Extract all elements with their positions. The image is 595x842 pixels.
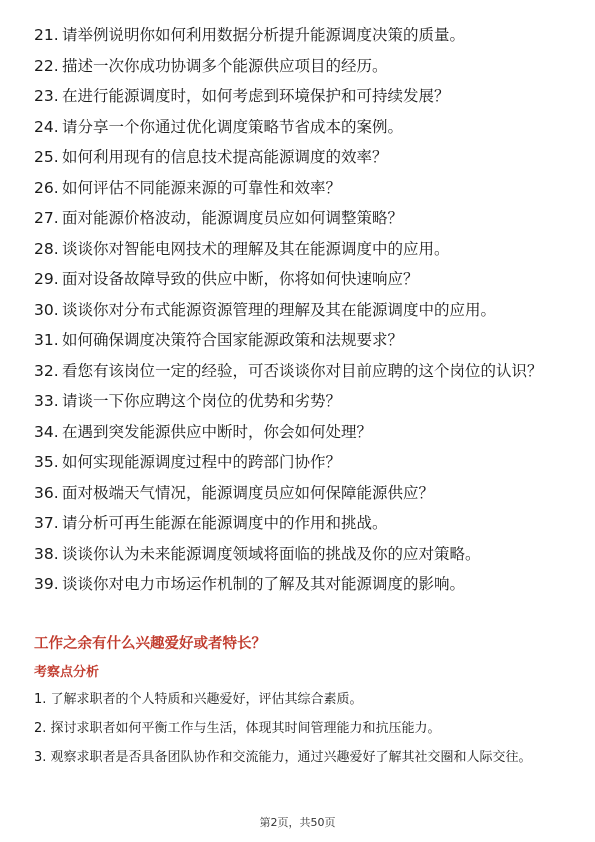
question-number: 24. <box>34 117 59 136</box>
question-text: 面对设备故障导致的供应中断，你将如何快速响应？ <box>62 270 419 288</box>
question-text: 谈谈你对分布式能源资源管理的理解及其在能源调度中的应用。 <box>62 300 497 319</box>
question-text: 如何利用现有的信息技术提高能源调度的效率？ <box>62 148 388 166</box>
question-item <box>34 512 564 534</box>
question-number: 29. <box>34 270 59 288</box>
question-text: 看您有该岗位一定的经验，可否谈谈你对目前应聘的这个岗位的认识？ <box>62 361 543 380</box>
section-title: 工作之余有什么兴趣爱好或者特长？ <box>34 636 266 652</box>
analysis-point: 2. 探讨求职者如何平衡工作与生活，体现其时间管理能力和抗压能力。 <box>34 721 441 736</box>
interest-question-section <box>34 634 564 775</box>
question-number: 25. <box>34 148 59 166</box>
question-number: 39. <box>34 575 59 593</box>
analysis-point: 3. 观察求职者是否具备团队协作和交流能力，通过兴趣爱好了解其社交圈和人际交往。 <box>34 750 532 765</box>
question-text: 描述一次你成功协调多个能源供应项目的经历。 <box>62 56 388 75</box>
question-text: 在遇到突发能源供应中断时，你会如何处理？ <box>62 422 373 441</box>
question-text: 面对能源价格波动，能源调度员应如何调整策略？ <box>62 209 404 227</box>
question-number: 26. <box>34 178 59 197</box>
question-text: 谈谈你对电力市场运作机制的了解及其对能源调度的影响。 <box>62 575 466 593</box>
question-number: 34. <box>34 422 59 441</box>
question-item <box>34 238 564 260</box>
question-item <box>34 24 564 46</box>
question-item <box>34 116 564 138</box>
question-number: 35. <box>34 453 59 471</box>
page-number: 第2页，共50页 <box>259 816 336 829</box>
analysis-list <box>34 688 564 770</box>
question-number: 21. <box>34 26 59 44</box>
question-text: 如何实现能源调度过程中的跨部门协作？ <box>62 453 342 471</box>
question-item <box>34 177 564 199</box>
question-text: 在进行能源调度时，如何考虑到环境保护和可持续发展？ <box>62 87 450 105</box>
question-text: 面对极端天气情况，能源调度员应如何保障能源供应？ <box>62 483 435 502</box>
question-text: 谈谈你对智能电网技术的理解及其在能源调度中的应用。 <box>62 239 450 258</box>
question-text: 请谈一下你应聘这个岗位的优势和劣势？ <box>62 392 342 410</box>
question-text: 如何确保调度决策符合国家能源政策和法规要求？ <box>62 331 404 349</box>
question-item <box>34 482 564 504</box>
question-text: 请分析可再生能源在能源调度中的作用和挑战。 <box>62 514 388 532</box>
analysis-point: 1. 了解求职者的个人特质和兴趣爱好，评估其综合素质。 <box>34 692 363 707</box>
question-item <box>34 360 564 382</box>
question-number: 33. <box>34 392 59 410</box>
question-item <box>34 146 564 168</box>
question-item <box>34 299 564 321</box>
question-text: 请举例说明你如何利用数据分析提升能源调度决策的质量。 <box>62 26 466 44</box>
question-number: 37. <box>34 514 59 532</box>
question-item <box>34 451 564 473</box>
page-footer <box>0 814 595 830</box>
question-number: 27. <box>34 209 59 227</box>
question-number: 38. <box>34 544 59 563</box>
question-item <box>34 207 564 229</box>
question-number: 28. <box>34 239 59 258</box>
question-text: 谈谈你认为未来能源调度领域将面临的挑战及你的应对策略。 <box>62 544 481 563</box>
question-text: 请分享一个你通过优化调度策略节省成本的案例。 <box>62 117 404 136</box>
question-number: 23. <box>34 87 59 105</box>
question-number: 30. <box>34 300 59 319</box>
question-list <box>34 24 564 604</box>
question-item <box>34 268 564 290</box>
question-item <box>34 421 564 443</box>
question-item <box>34 573 564 595</box>
question-text: 如何评估不同能源来源的可靠性和效率？ <box>62 178 342 197</box>
question-item <box>34 543 564 565</box>
question-number: 32. <box>34 361 59 380</box>
question-item <box>34 329 564 351</box>
question-number: 22. <box>34 56 59 75</box>
question-item <box>34 55 564 77</box>
question-item <box>34 390 564 412</box>
question-number: 36. <box>34 483 59 502</box>
analysis-title: 考察点分析 <box>34 665 100 680</box>
question-number: 31. <box>34 331 59 349</box>
question-item <box>34 85 564 107</box>
